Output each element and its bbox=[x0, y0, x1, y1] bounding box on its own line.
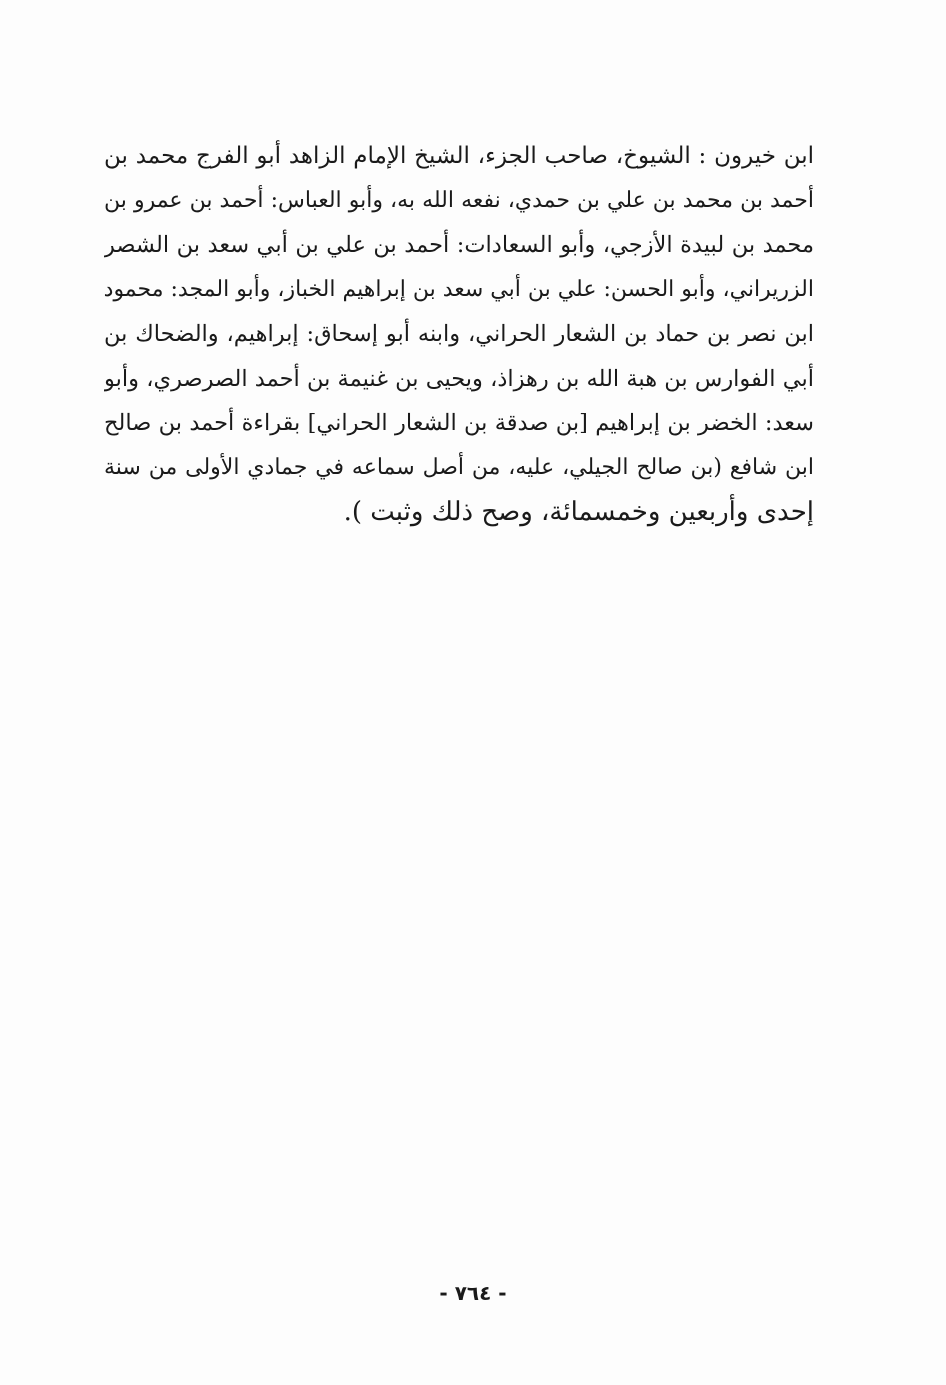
text-line-2: أحمد بن محمد بن علي بن حمدي، نفعه الله به، وأبو العباس: أحمد بن عمرو بن bbox=[104, 187, 814, 213]
page-number: - ٧٦٤ - bbox=[439, 1281, 507, 1305]
text-line-9: إحدى وأربعين وخمسمائة، وصح ذلك وثبت ). bbox=[343, 497, 814, 527]
text-line-7: سعد: الخضر بن إبراهيم [بن صدقة بن الشعار الحراني] بقراءة أحمد بن صالح bbox=[104, 410, 814, 436]
body-text bbox=[104, 134, 814, 535]
text-line-5: ابن نصر بن حماد بن الشعار الحراني، وابنه أبو إسحاق: إبراهيم، والضحاك بن bbox=[104, 321, 814, 347]
text-line-1: ابن خيرون : الشيوخ، صاحب الجزء، الشيخ الإمام الزاهد أبو الفرج محمد بن bbox=[104, 143, 814, 169]
text-line-8: ابن شافع (بن صالح الجيلي، عليه، من أصل سماعه في جمادي الأولى من سنة bbox=[104, 454, 814, 480]
text-line-4: الزريراني، وأبو الحسن: علي بن أبي سعد بن إبراهيم الخباز، وأبو المجد: محمود bbox=[104, 276, 814, 302]
text-line-3: محمد بن لبيدة الأزجي، وأبو السعادات: أحمد بن علي بن أبي سعد بن الشصر bbox=[104, 232, 814, 258]
text-line-6: أبي الفوارس بن هبة الله بن رهزاذ، ويحيى بن غنيمة بن أحمد الصرصري، وأبو bbox=[104, 365, 814, 392]
